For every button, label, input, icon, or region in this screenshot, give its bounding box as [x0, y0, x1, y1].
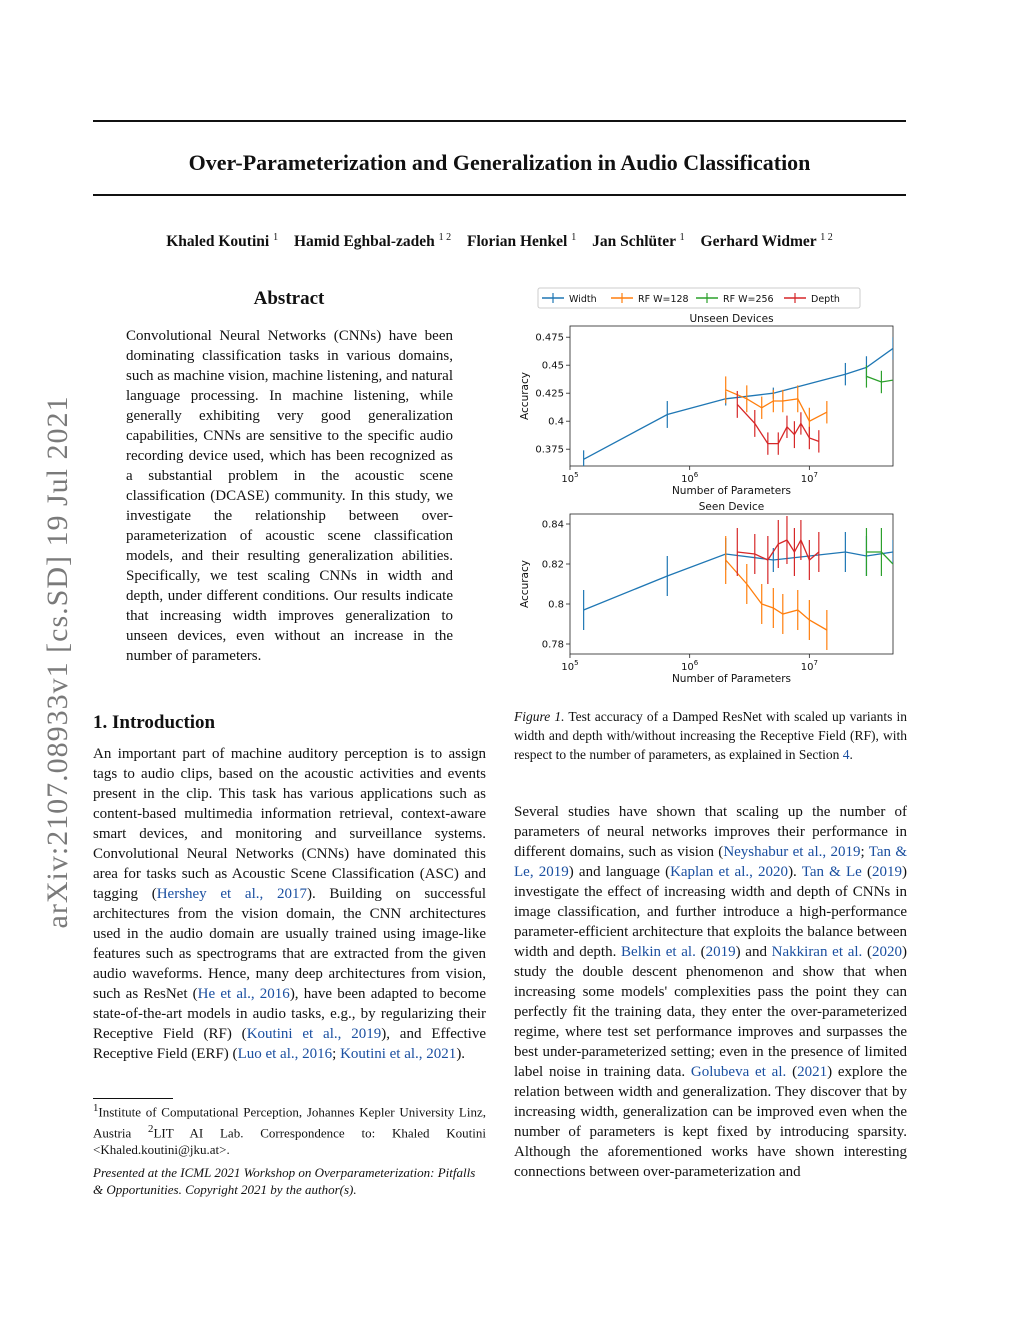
- y-axis-label: Accuracy: [519, 372, 531, 420]
- paper-title: Over-Parameterization and Generalization in Audio Classification: [188, 150, 811, 175]
- series-line: [584, 348, 893, 459]
- series-line: [584, 552, 893, 610]
- y-tick-label: 0.78: [541, 639, 564, 651]
- citation-link[interactable]: Tan & Le, 2019: [514, 844, 907, 880]
- abstract-text: Convolutional Neural Networks (CNNs) have been dominating classification tasks in various domains, such as machine vision, machine listening, and natural language processing. In machine listening, while generally exhibiting very good generalization capabilities, CNNs are sensitive to the specific audio recording device used, which has been recognized as a substantial problem in the acoustic scene classification (DCASE) community. In this study, we investigate the relationship between over-parameterization of acoustic scene classification models, and their resulting generalization abilities. Specifically, we test scaling CNNs in width and depth, under different conditions. Our results indicate that increasing width improves generalization to unseen devices, even without an increase in the number of parameters.: [126, 328, 453, 664]
- workshop-note: Presented at the ICML 2021 Workshop on Overparameterization: Pitfalls & Opportunities. Copyright 2021 by the author(s).: [93, 1165, 476, 1197]
- citation-link[interactable]: Hershey et al., 2017: [156, 886, 307, 902]
- x-tick-label: $10^6$: [681, 659, 699, 673]
- citation-link[interactable]: 2019: [705, 944, 736, 960]
- series-line: [867, 376, 911, 406]
- author: Florian Henkel $^1$: [467, 232, 577, 251]
- x-tick-label: $10^6$: [681, 471, 699, 485]
- y-tick-label: 0.425: [535, 388, 564, 400]
- legend-label: Width: [569, 294, 597, 305]
- x-axis-label: Number of Parameters: [671, 673, 792, 685]
- author: Gerhard Widmer $^{1 2}$: [700, 232, 833, 251]
- y-tick-label: 0.82: [541, 559, 564, 571]
- chart-title: Seen Device: [698, 501, 765, 513]
- x-tick-label: $10^7$: [800, 471, 818, 485]
- x-tick-label: $10^5$: [561, 659, 579, 673]
- figure-caption: Figure 1. Test accuracy of a Damped ResNet with scaled up variants in width and depth with/without increasing the Receptive Field (RF), with respect to the number of parameters, as explained in Section 4.: [514, 709, 907, 762]
- series-rf-w-128: [726, 376, 827, 434]
- title-rule: [93, 194, 906, 196]
- citation-link[interactable]: Kaplan et al., 2020: [670, 864, 789, 880]
- citation-link[interactable]: He et al., 2016: [197, 986, 290, 1002]
- y-tick-label: 0.45: [541, 360, 564, 372]
- x-tick-label: $10^5$: [561, 471, 579, 485]
- y-tick-label: 0.475: [535, 332, 564, 344]
- section-link[interactable]: 4: [842, 747, 850, 762]
- x-axis-label: Number of Parameters: [671, 485, 792, 497]
- author: Jan Schlüter $^1$: [592, 232, 685, 251]
- y-tick-label: 0.8: [548, 599, 564, 611]
- plot-frame: [570, 326, 893, 466]
- citation-link[interactable]: Neyshabur et al., 2019: [723, 844, 861, 860]
- y-tick-label: 0.375: [535, 444, 564, 456]
- affiliation-footnote: $^1$Institute of Computational Perception, Johannes Kepler University Linz, Austria $^2$LIT AI Lab. Correspondence to: Khaled Koutini <Khaled.koutini@jku.at>.: [93, 1102, 486, 1157]
- series-line: [867, 552, 911, 620]
- abstract-heading: Abstract: [253, 288, 325, 309]
- author-list: [93, 232, 906, 251]
- series-rf-w-128: [726, 536, 827, 650]
- plot-frame: [570, 514, 893, 654]
- chart-title: Unseen Devices: [689, 313, 774, 325]
- y-axis-label: Accuracy: [519, 560, 531, 608]
- series-depth: [737, 516, 819, 584]
- series-line: [726, 390, 827, 421]
- top-rule: [93, 120, 906, 122]
- citation-link[interactable]: Golubeva et al.: [690, 1064, 787, 1080]
- arxiv-stamp: arXiv:2107.08933v1 [cs.SD] 19 Jul 2021: [41, 395, 74, 929]
- series-line: [726, 560, 827, 630]
- citation-link[interactable]: 2021: [797, 1064, 828, 1080]
- citation-link[interactable]: Koutini et al., 2021: [340, 1046, 457, 1062]
- series-width: [584, 532, 893, 630]
- footnote-rule: [93, 1098, 173, 1099]
- y-tick-label: 0.4: [548, 416, 564, 428]
- legend-label: Depth: [811, 294, 840, 305]
- introduction-text: An important part of machine auditory perception is to assign tags to audio clips, based on the acoustic activities and events present in the clip. This task has various applications such as content-based multimedia information retrieval, context-aware smart devices, and monitoring and surveillance systems. Convolutional Neural Networks (CNNs) have dominated this area for tasks such as Acoustic Scene Classification (ASC) and tagging (Hershey et al., 2017). Building on successful architectures from the vision domain, the CNN architectures used in the audio domain are usually trained using image-like features such as spectrograms that are extracted from the given audio waveforms. Hence, many deep architectures from vision, such as ResNet (He et al., 2016), have been adapted to become state-of-the-art models in audio tasks, e.g., by regularizing their Receptive Field (RF) (Koutini et al., 2019), and Effective Receptive Field (ERF) (Luo et al., 2016; Koutini et al., 2021).: [93, 746, 487, 1062]
- citation-link[interactable]: Tan & Le: [801, 864, 862, 880]
- related-work-text: Several studies have shown that scaling up the number of parameters of neural networks improves their performance in different domains, such as vision (Neyshabur et al., 2019; Tan & Le, 2019) and language (Kaplan et al., 2020). Tan & Le (2019) investigate the effect of increasing width and depth of CNNs in image classification, and further introduce a high-performance parameter-efficient architecture that exploits the balance between width and depth. Belkin et al. (2019) and Nakkiran et al. (2020) study the double descent phenomenon and show that when increasing some models' complexities pass the point they can perfectly fit the training data, they enter the over-parameterized regime, where test set performance improves and surpasses the best under-parameterized setting; even in the presence of limited label noise in training data. Golubeva et al. (2021) explore the relation between width and generalization. They discover that by increasing width, generalization can be improved even when the number of parameters is kept fixed by introducing sparsity. Although the aforementioned works have shown interesting connections between over-parameterization and: [514, 804, 908, 1180]
- x-tick-label: $10^7$: [800, 659, 818, 673]
- citation-link[interactable]: Belkin et al.: [621, 944, 696, 960]
- author: Khaled Koutini $^1$: [166, 232, 279, 251]
- legend-label: RF W=256: [723, 294, 774, 305]
- citation-link[interactable]: Nakkiran et al.: [771, 944, 863, 960]
- figure-1-chart: [510, 282, 910, 692]
- introduction-heading: 1. Introduction: [93, 712, 216, 733]
- citation-link[interactable]: Koutini et al., 2019: [246, 1026, 382, 1042]
- citation-link[interactable]: Luo et al., 2016: [237, 1046, 333, 1062]
- series-rf-w-256: [866, 365, 910, 415]
- series-rf-w-256: [866, 528, 910, 640]
- citation-link[interactable]: 2019: [872, 864, 902, 880]
- y-tick-label: 0.84: [541, 519, 564, 531]
- legend-label: RF W=128: [638, 294, 689, 305]
- author: Hamid Eghbal-zadeh $^{1 2}$: [293, 232, 452, 251]
- series-width: [584, 337, 893, 468]
- citation-link[interactable]: 2020: [872, 944, 903, 960]
